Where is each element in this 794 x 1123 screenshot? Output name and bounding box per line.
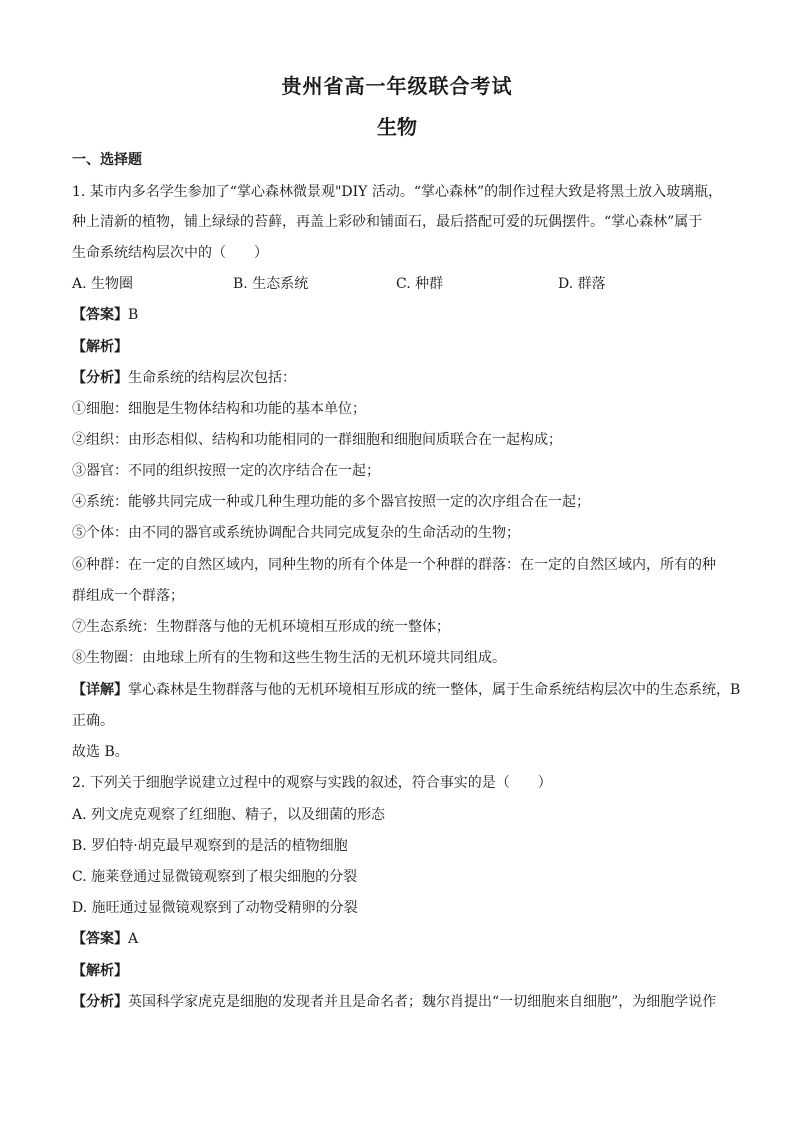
q2-option-d: D. 施旺通过显微镜观察到了动物受精卵的分裂 [72, 900, 358, 916]
section-heading: 一、选择题 [72, 152, 142, 168]
detail-text: 掌心森林是生物群落与他的无机环境相互形成的统一整体，属于生命系统结构层次中的生态系统，B [128, 682, 741, 698]
q1-stem-line-2: 种上清新的植物，铺上绿绿的苔藓，再盖上彩砂和铺面石，最后搭配可爱的玩偶摆件。“掌心森林”属于 [72, 214, 703, 230]
level-tissue: ②组织：由形态相似、结构和功能相同的一群细胞和细胞间质联合在一起构成； [72, 432, 562, 448]
answer-tag: 【答案】 [72, 931, 128, 947]
q1-detail-line-2: 正确。 [72, 713, 114, 729]
answer-value: A [128, 931, 139, 947]
q1-option-a: A. 生物圈 [72, 276, 134, 292]
level-population-cont: 群组成一个群落； [72, 588, 184, 604]
answer-value: B [128, 307, 139, 323]
q1-option-d: D. 群落 [558, 276, 606, 292]
subject-title: 生物 [377, 115, 417, 139]
detail-tag: 【详解】 [72, 682, 128, 698]
fenxi-text: 英国科学家虎克是细胞的发现者并且是命名者；魏尔肖提出“一切细胞来自细胞”，为细胞学说作 [128, 994, 717, 1010]
fenxi-text: 生命系统的结构层次包括： [128, 370, 296, 386]
q2-fenxi [72, 992, 732, 1012]
q1-detail-line-1 [72, 680, 741, 700]
q1-stem-line-3: 生命系统结构层次中的（ ） [72, 245, 268, 261]
q2-analysis-tag: 【解析】 [72, 963, 128, 979]
q2-option-a: A. 列文虎克观察了红细胞、精子，以及细菌的形态 [72, 807, 386, 823]
fenxi-tag: 【分析】 [72, 370, 128, 386]
q1-option-c: C. 种群 [396, 276, 444, 292]
level-system: ④系统：能够共同完成一种或几种生理功能的多个器官按照一定的次序组合在一起； [72, 494, 590, 510]
level-organ: ③器官：不同的组织按照一定的次序结合在一起； [72, 463, 380, 479]
q2-stem: 2. 下列关于细胞学说建立过程中的观察与实践的叙述，符合事实的是（ ） [72, 775, 552, 791]
level-biosphere: ⑧生物圈：由地球上所有的生物和这些生物生活的无机环境共同组成。 [72, 650, 506, 666]
fenxi-tag: 【分析】 [72, 994, 128, 1010]
q1-conclusion: 故选 B。 [72, 744, 129, 760]
q1-answer [72, 305, 732, 325]
exam-title: 贵州省高一年级联合考试 [281, 74, 513, 98]
q2-option-b: B. 罗伯特·胡克最早观察到的是活的植物细胞 [72, 838, 348, 854]
q1-analysis-tag: 【解析】 [72, 339, 128, 355]
q1-fenxi [72, 368, 732, 388]
level-ecosystem: ⑦生态系统：生物群落与他的无机环境相互形成的统一整体； [72, 619, 450, 635]
q2-answer [72, 929, 732, 949]
level-population: ⑥种群：在一定的自然区域内，同种生物的所有个体是一个种群的群落：在一定的自然区域内，所有的种 [72, 557, 716, 573]
level-cell: ①细胞：细胞是生物体结构和功能的基本单位； [72, 401, 366, 417]
q2-option-c: C. 施莱登通过显微镜观察到了根尖细胞的分裂 [72, 869, 358, 885]
level-individual: ⑤个体：由不同的器官或系统协调配合共同完成复杂的生命活动的生物； [72, 525, 520, 541]
q1-option-b: B. 生态系统 [233, 276, 309, 292]
answer-tag: 【答案】 [72, 307, 128, 323]
q1-stem-line-1: 1. 某市内多名学生参加了“掌心森林微景观"DIY 活动。“掌心森林”的制作过程大致是将黑土放入玻璃瓶， [72, 184, 723, 200]
